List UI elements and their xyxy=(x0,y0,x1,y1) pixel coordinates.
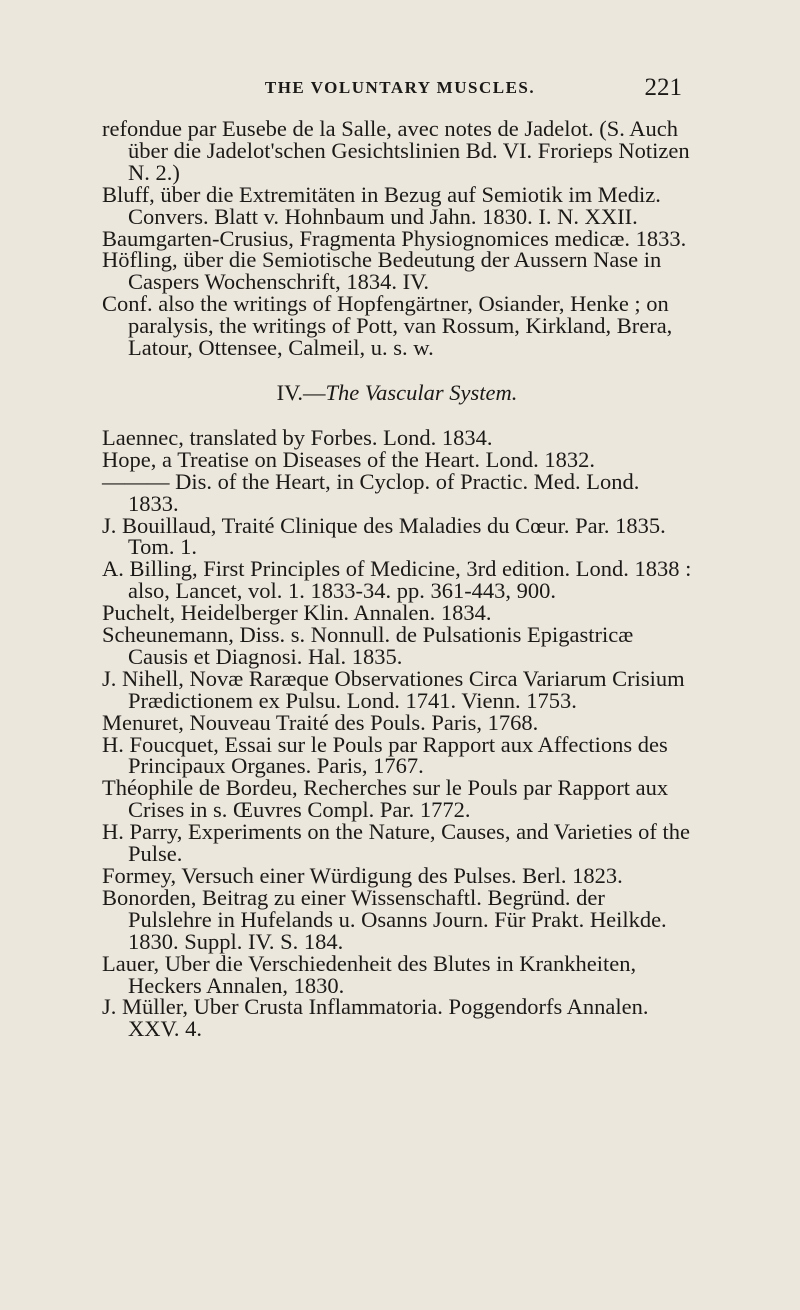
bibliography-entry: Conf. also the writings of Hopfengärtner, Osiander, Henke ; on paralysis, the writings of Pott, van Rossum, Kirkland, Brera, Latour, Ottensee, Calmeil, u. s. w. xyxy=(102,291,673,361)
section-number: IV.— xyxy=(276,379,326,405)
page-number: 221 xyxy=(644,74,682,101)
bibliography-entry: Théophile de Bordeu, Recherches sur le Pouls par Rapport aux Crises in s. Œuvres Compl. Par. 1772. xyxy=(102,775,669,823)
bibliography-entry: H. Foucquet, Essai sur le Pouls par Rapport aux Affections des Principaux Organes. Paris, 1767. xyxy=(102,731,668,779)
bibliography-entry: J. Bouillaud, Traité Clinique des Maladies du Cœur. Par. 1835. Tom. 1. xyxy=(102,512,666,560)
bibliography-entry: Lauer, Uber die Verschiedenheit des Blutes in Krankheiten, Heckers Annalen, 1830. xyxy=(102,950,637,998)
bibliography-entry: Laennec, translated by Forbes. Lond. 1834. xyxy=(102,424,493,450)
section-title: The Vascular System. xyxy=(325,379,518,405)
section-heading xyxy=(102,379,692,405)
bibliography-entry: Hope, a Treatise on Diseases of the Heart. Lond. 1832. xyxy=(102,446,596,472)
bibliography-entry: A. Billing, First Principles of Medicine, 3rd edition. Lond. 1838 : also, Lancet, vol. 1. 1833-34. pp. 361-443, 900. xyxy=(102,556,692,604)
bibliography-entry: Höfling, über die Semiotische Bedeutung der Aussern Nase in Caspers Wochenschrift, 1834. IV. xyxy=(102,247,662,295)
bibliography-list xyxy=(102,118,692,1040)
bibliography-entry: J. Müller, Uber Crusta Inflammatoria. Poggendorfs Annalen. XXV. 4. xyxy=(102,994,649,1042)
bibliography-entry: ——— Dis. of the Heart, in Cyclop. of Practic. Med. Lond. 1833. xyxy=(102,468,640,516)
bibliography-entry: Bluff, über die Extremitäten in Bezug auf Semiotik im Mediz. Convers. Blatt v. Hohnbaum und Jahn. 1830. I. N. XXII. xyxy=(102,181,661,229)
bibliography-entry: Bonorden, Beitrag zu einer Wissenschaftl. Begründ. der Pulslehre in Hufelands u. Osanns Journ. Für Prakt. Heilkde. 1830. Suppl. IV. S. 184. xyxy=(102,884,667,954)
page-header xyxy=(0,74,800,108)
bibliography-entry: Baumgarten-Crusius, Fragmenta Physiognomices medicæ. 1833. xyxy=(102,225,687,251)
bibliography-entry: H. Parry, Experiments on the Nature, Causes, and Varieties of the Pulse. xyxy=(102,819,690,867)
bibliography-entry: Scheunemann, Diss. s. Nonnull. de Pulsationis Epigastricæ Causis et Diagnosi. Hal. 1835. xyxy=(102,622,634,669)
bibliography-entry: refondue par Eusebe de la Salle, avec notes de Jadelot. (S. Auch über die Jadelot'schen Gesichtslinien Bd. VI. Frorieps Notizen N. 2.) xyxy=(102,116,690,185)
running-title: THE VOLUNTARY MUSCLES. xyxy=(264,78,536,97)
bibliography-entry: Menuret, Nouveau Traité des Pouls. Paris, 1768. xyxy=(102,709,539,735)
bibliography-entry: Formey, Versuch einer Würdigung des Pulses. Berl. 1823. xyxy=(102,863,623,888)
bibliography-entry: Puchelt, Heidelberger Klin. Annalen. 1834. xyxy=(102,600,492,626)
bibliography-entry: J. Nihell, Novæ Raræque Observationes Circa Variarum Crisium Prædictionem ex Pulsu. Lond. 1741. Vienn. 1753. xyxy=(102,665,685,713)
